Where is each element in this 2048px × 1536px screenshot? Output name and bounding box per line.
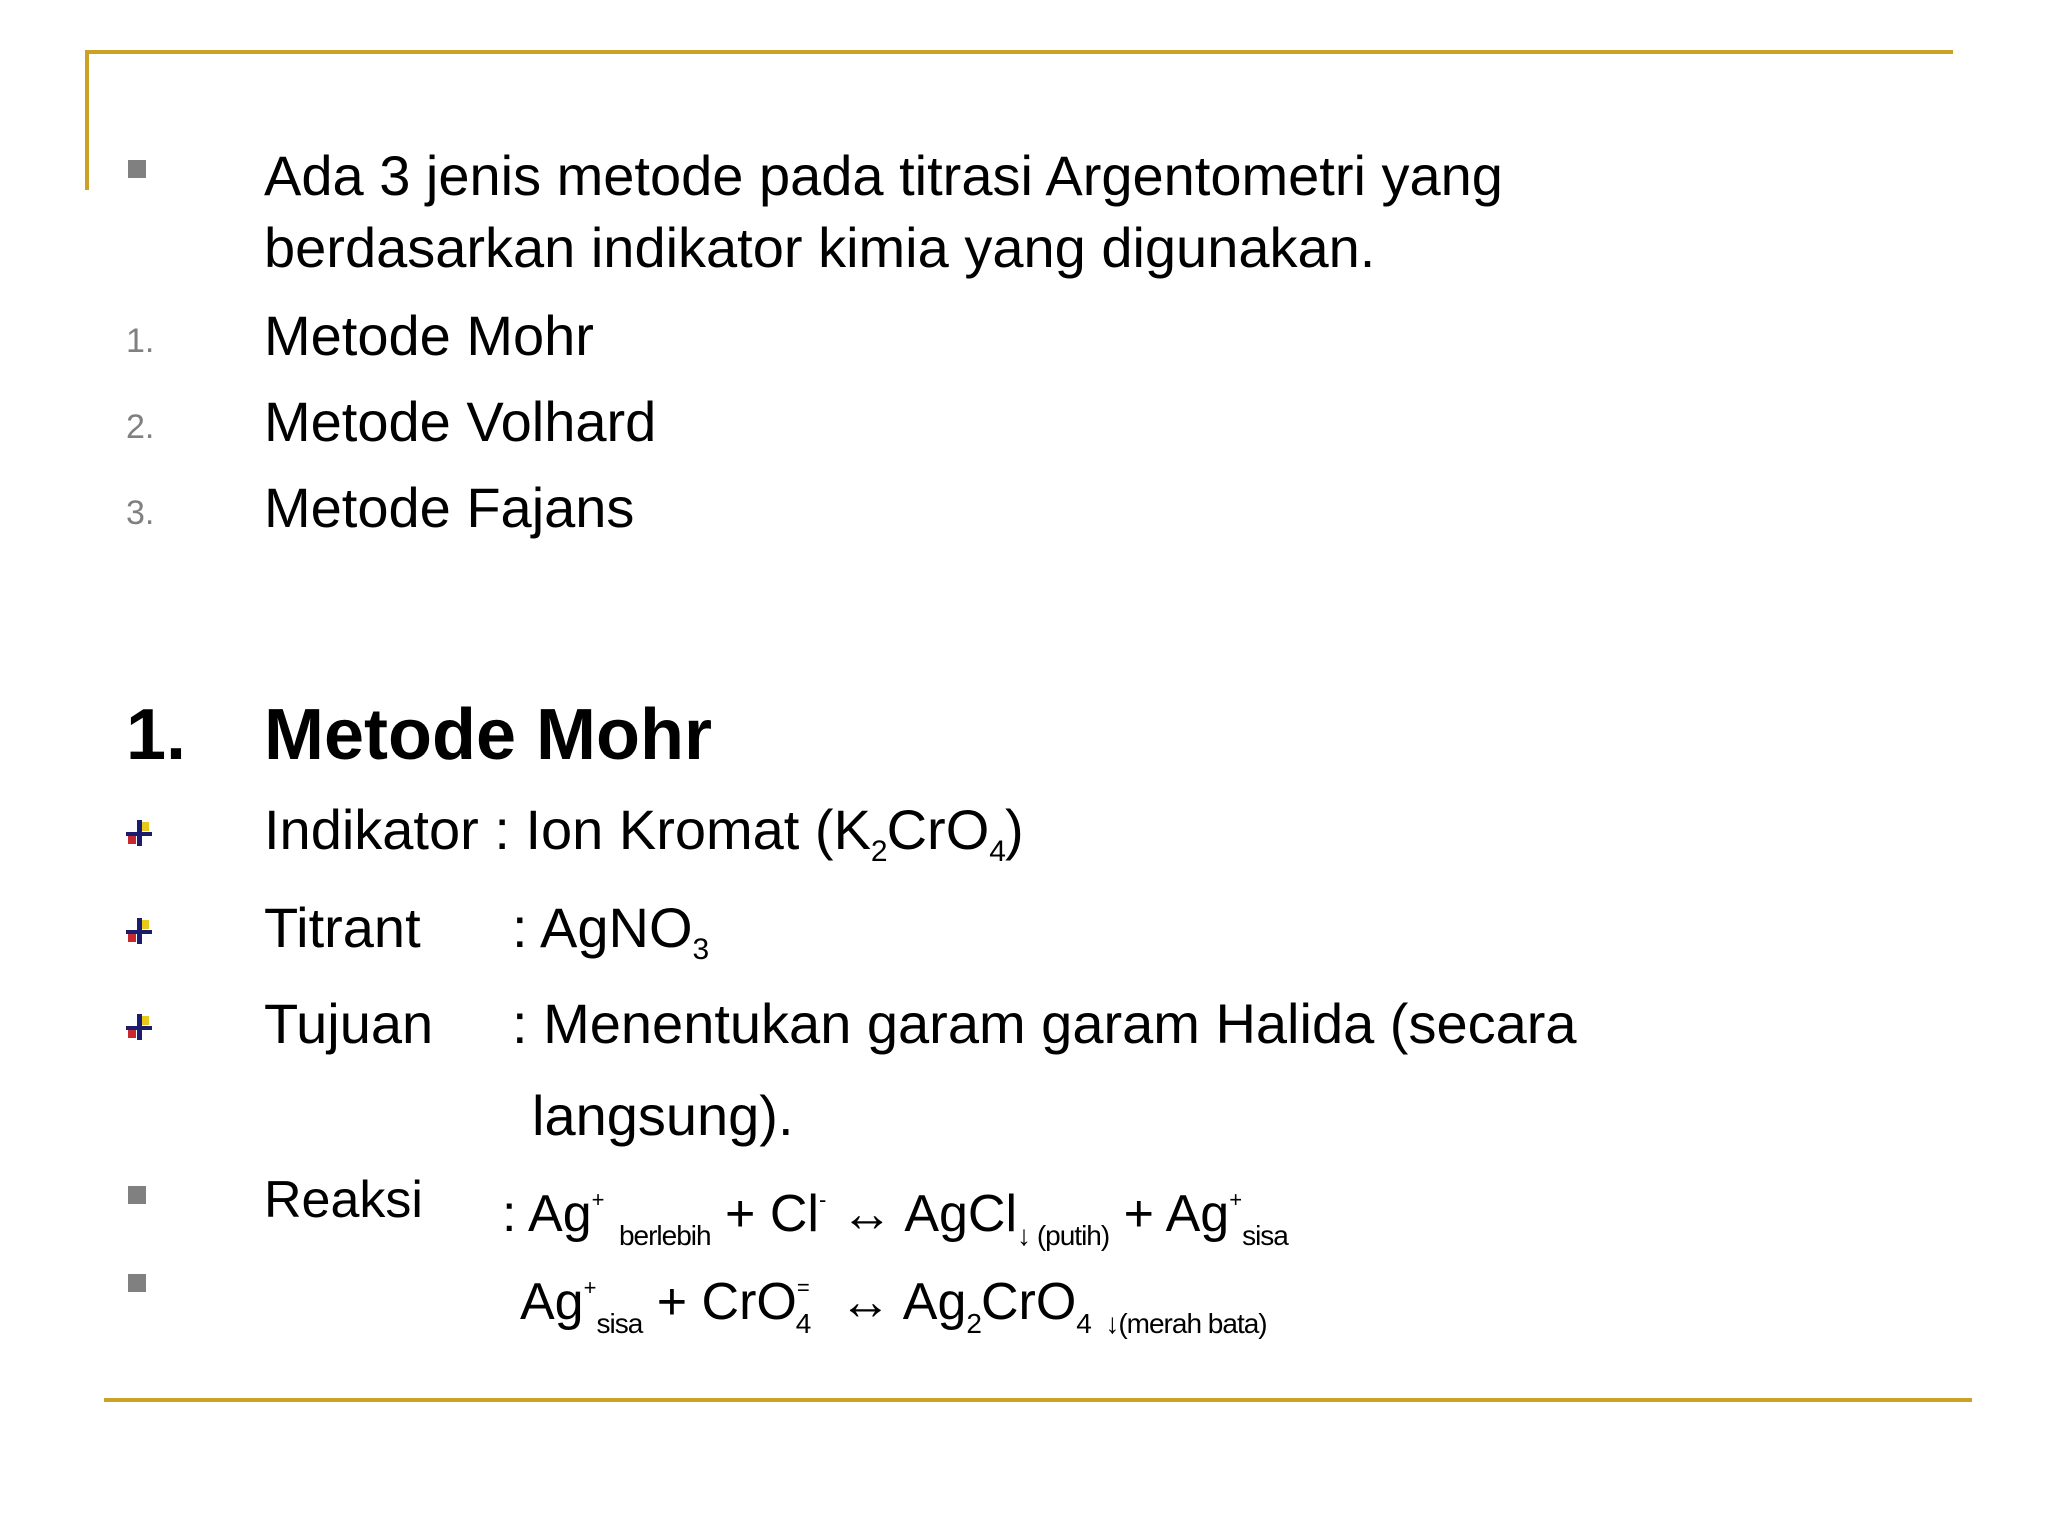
section-number: 1. [126, 695, 187, 775]
formula-end: ) [1004, 798, 1024, 861]
plus-bullet-icon [126, 1014, 152, 1040]
subscript: berlebih [618, 1220, 711, 1251]
subscript: sisa [1242, 1220, 1288, 1251]
equilibrium-arrow: ↔ [840, 1185, 893, 1243]
reaction-term: + CrO [656, 1273, 797, 1331]
reaction-term: + Cl [725, 1185, 819, 1243]
reaction-term: Ag [902, 1273, 967, 1331]
method-item: Metode Fajans [264, 476, 635, 539]
method-item: Metode Volhard [264, 390, 657, 453]
tujuan-continuation: langsung). [532, 1084, 794, 1147]
tujuan-value: : Menentukan garam garam Halida (secara [512, 992, 1577, 1055]
square-bullet-icon [128, 160, 146, 178]
titrant-text: : AgNO [512, 896, 693, 959]
reaksi-label: Reaksi [264, 1171, 423, 1229]
plus-bullet-icon [126, 918, 152, 944]
top-border [85, 50, 1953, 54]
indikator-line [264, 794, 1024, 888]
tujuan-label: Tujuan [264, 992, 434, 1055]
reaction-2 [520, 1252, 1267, 1360]
subscript: sisa [596, 1308, 643, 1339]
method-number: 2. [126, 408, 155, 446]
reaction-term: + Ag [1123, 1185, 1230, 1243]
square-bullet-icon [128, 1186, 146, 1204]
bottom-border [104, 1398, 1972, 1402]
equilibrium-arrow: ↔ [839, 1273, 892, 1331]
subscript: ↓ (putih) [1017, 1220, 1110, 1251]
reaction-term: AgCl [904, 1185, 1018, 1243]
superscript: - [818, 1187, 827, 1212]
square-bullet-icon [128, 1274, 146, 1292]
method-item: Metode Mohr [264, 304, 594, 367]
superscript: + [583, 1275, 597, 1300]
reaction-term: CrO [980, 1273, 1077, 1331]
titrant-value [512, 892, 708, 986]
reaction-term: Ag [520, 1273, 584, 1331]
subscript: 4 [1076, 1308, 1091, 1339]
subscript: 2 [870, 835, 887, 868]
method-number: 1. [126, 322, 155, 360]
intro-line-2: berdasarkan indikator kimia yang digunakan. [264, 216, 1376, 279]
superscript: = [796, 1275, 810, 1300]
subscript: 2 [966, 1308, 981, 1339]
superscript: + [591, 1187, 605, 1212]
subscript: ↓(merah bata) [1105, 1308, 1267, 1339]
plus-bullet-icon [126, 820, 152, 846]
section-title: Metode Mohr [264, 695, 712, 775]
left-border [85, 50, 89, 190]
method-number: 3. [126, 494, 155, 532]
subscript: 3 [692, 933, 709, 966]
formula-part: CrO [886, 798, 990, 861]
subscript: 4 [795, 1308, 811, 1339]
titrant-label: Titrant [264, 896, 421, 959]
reaction-term: : Ag [502, 1185, 592, 1243]
subscript: 4 [989, 835, 1005, 868]
superscript: + [1229, 1187, 1243, 1212]
indikator-text: Indikator : Ion Kromat (K [264, 798, 871, 861]
intro-line-1: Ada 3 jenis metode pada titrasi Argentometri yang [264, 144, 1503, 207]
